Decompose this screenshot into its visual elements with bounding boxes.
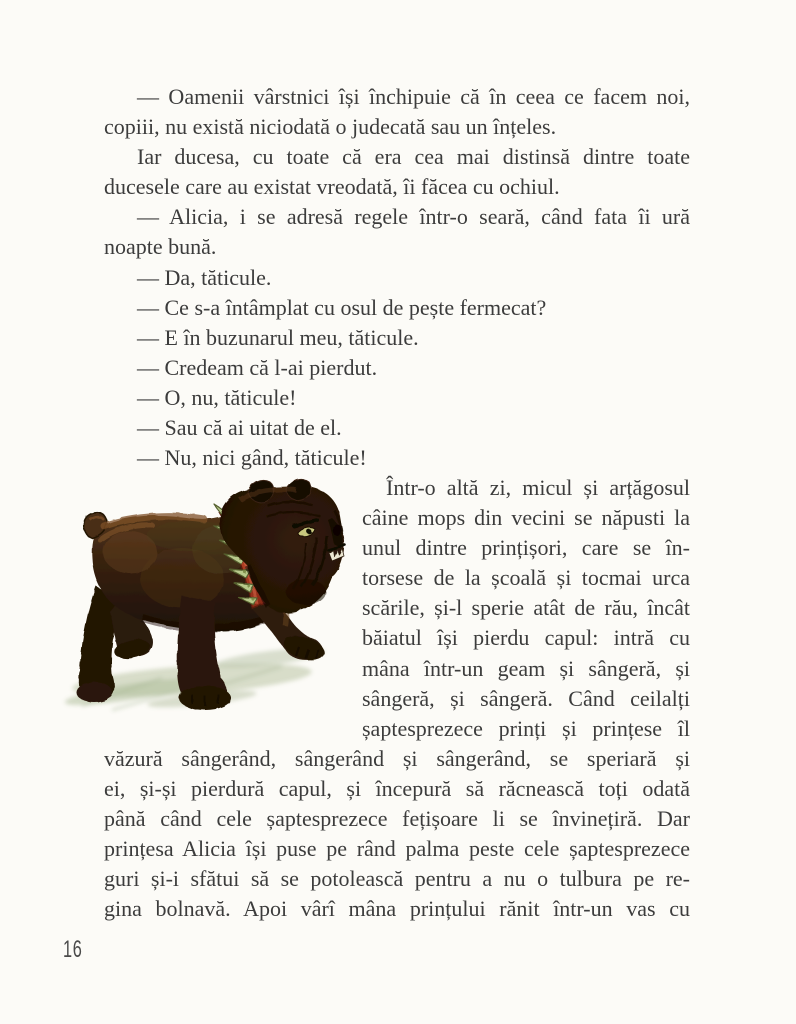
text-line: până când cele șaptesprezece fețișoare li se învinețiră. Dar (104, 806, 690, 832)
text-line: Într-o altă zi, micul și arțăgosul (386, 475, 690, 500)
text-line: copiii, nu există niciodată o judecată sau un înțeles. (104, 114, 557, 140)
text-line: guri și-i sfătui să se potolească pentru a nu o tulbura pe re- (104, 866, 690, 892)
text-line: văzură sângerând, sângerând și sângerând, se speriară și (104, 746, 690, 771)
text-line: câine mops din vecini se năpusti la (362, 505, 690, 531)
text-line: băiatul își pierdu capul: intră cu (362, 625, 690, 651)
text-line: — Nu, nici gând, tăticule! (137, 445, 367, 471)
text-line: — Sau că ai uitat de el. (137, 415, 342, 441)
text-line: — E în buzunarul meu, tăticule. (137, 324, 419, 350)
text-line: — Da, tăticule. (137, 264, 272, 290)
text-block-beside-image (362, 473, 690, 744)
text-line: ei, și-și pierdură capul, și începură să răcnească toți odată (104, 776, 690, 802)
text-line: Iar ducesa, cu toate că era cea mai distinsă dintre toate (137, 144, 690, 170)
text-line: — Alicia, i se adresă regele într-o seară, când fata îi ură (137, 204, 690, 230)
text-block-bottom (104, 744, 690, 925)
text-line: mâna într-un geam și sângeră, și (362, 655, 690, 681)
text-line: gina bolnavă. Apoi vârî mâna prințului rănit într-un vas cu (104, 896, 690, 922)
text-line: ducesele care au existat vreodată, îi făcea cu ochiul. (104, 174, 560, 200)
text-line: — Oamenii vârstnici își închipuie că în ceea ce facem noi, (137, 84, 690, 109)
text-block-top (104, 82, 690, 473)
text-line: torsese de la școală și tocmai urca (362, 565, 690, 591)
text-line: unul dintre prințișori, care se în- (362, 535, 690, 561)
text-line: șaptesprezece prinți și prințese îl (362, 715, 690, 741)
bulldog-illustration (42, 478, 347, 718)
text-line: noapte bună. (104, 234, 217, 260)
text-line: — Credeam că l-ai pierdut. (137, 354, 378, 380)
text-line: sângeră, și sângeră. Când ceilalți (362, 685, 690, 711)
bulldog-svg (42, 478, 347, 718)
text-line: prințesa Alicia își puse pe rând palma peste cele șaptesprezece (104, 836, 690, 862)
text-line: scările, și-l sperie atât de rău, încât (362, 595, 690, 621)
page-number: 16 (63, 936, 83, 963)
text-line: — Ce s-a întâmplat cu osul de pește fermecat? (137, 294, 547, 320)
text-line: — O, nu, tăticule! (137, 384, 297, 410)
